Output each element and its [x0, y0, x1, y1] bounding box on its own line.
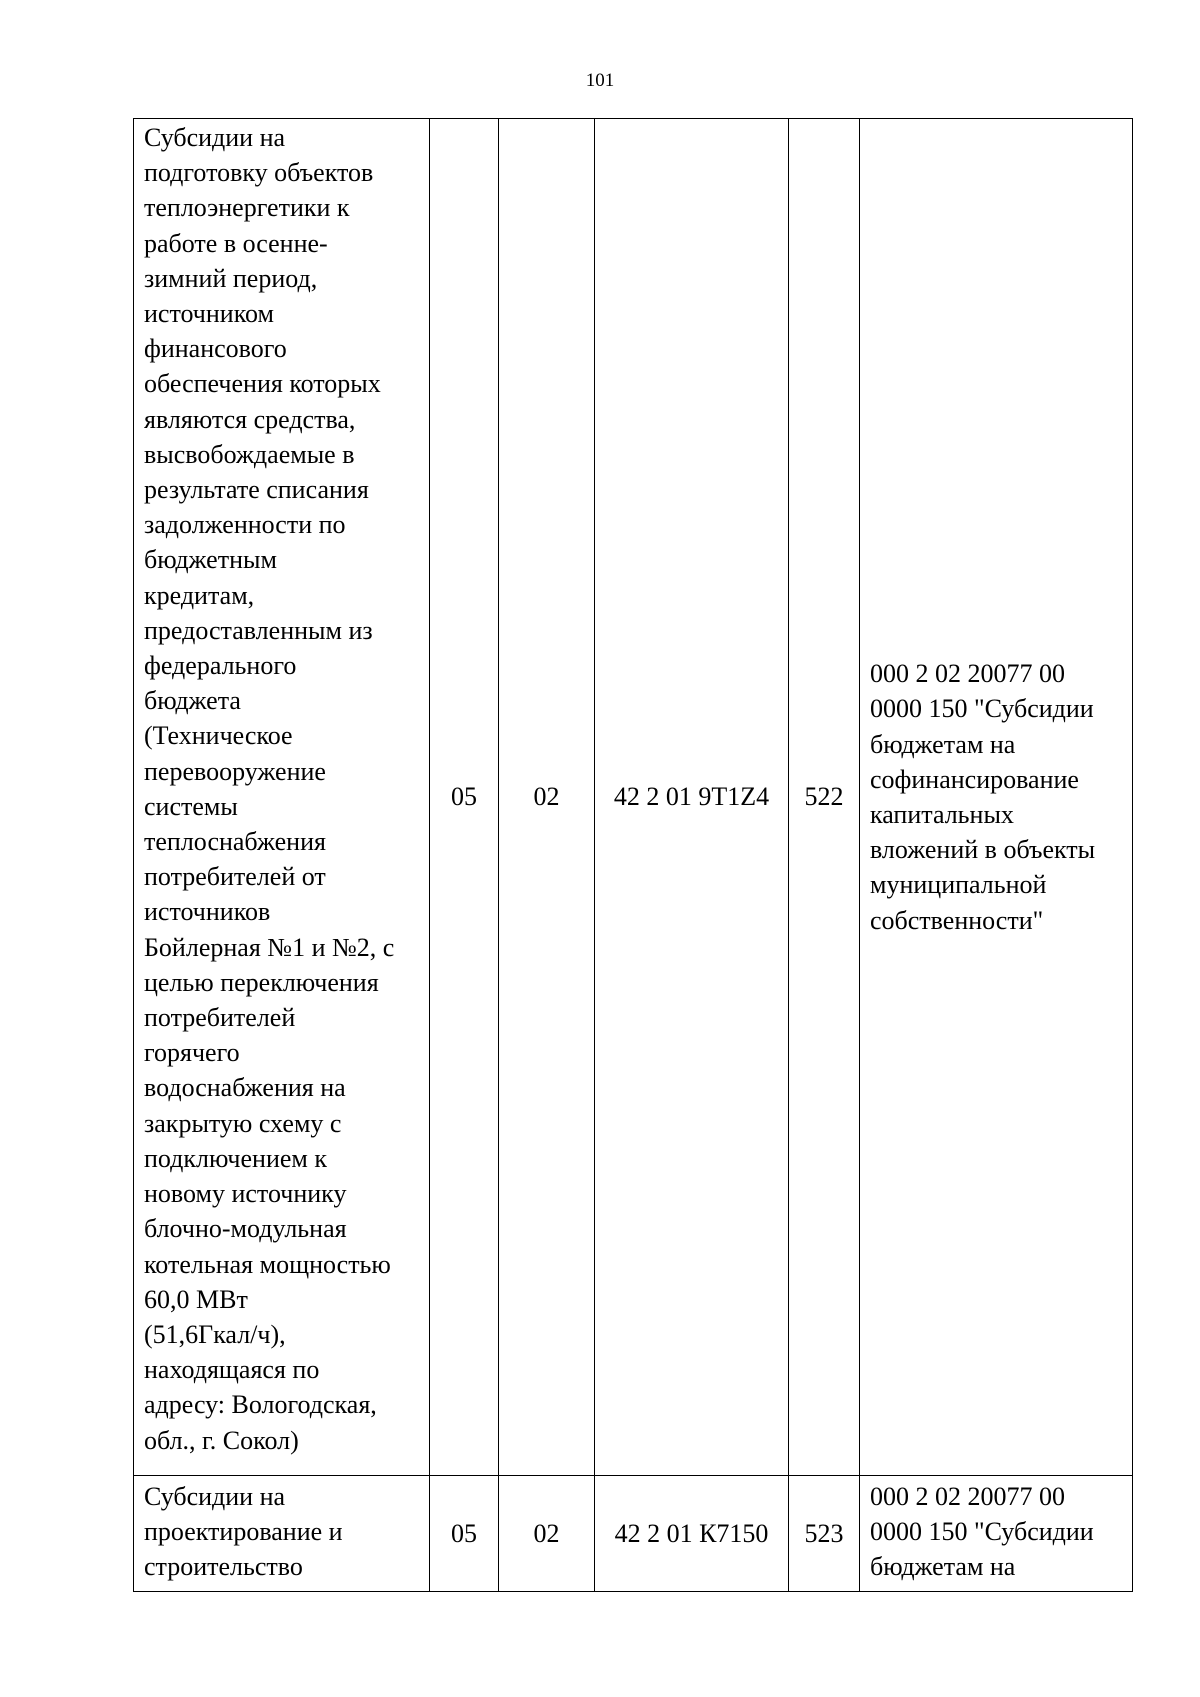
target-article-code: 42 2 01 К7150 [595, 1476, 789, 1592]
subsection-code: 02 [499, 1476, 595, 1592]
row-description: Субсидии на подготовку объектов теплоэнергетики к работе в осенне- зимний период, источником финансового обеспечения которых являются средства, высвобождаемые в результате списания задолженности по бюджетным кредитам, предоставленным из федерального бюджета (Техническое перевооружение системы теплоснабжения потребителей от источников Бойлерная №1 и №2, с целью переключения потребителей горячего водоснабжения на закрытую схему с подключением к новому источнику блочно-модульная котельная мощностью 60,0 МВт (51,6Гкал/ч), находящаяся по адресу: Вологодская, обл., г. Сокол) [134, 119, 430, 1476]
expense-type-code: 523 [789, 1476, 860, 1592]
page-number: 101 [585, 70, 615, 91]
table-row [134, 1476, 1133, 1592]
table-row [134, 119, 1133, 1476]
revenue-classification-note: 000 2 02 20077 00 0000 150 "Субсидии бюджетам на софинансирование капитальных вложений в объекты муниципальной собственности" [860, 119, 1133, 1476]
row-description: Субсидии на проектирование и строительство [134, 1476, 430, 1592]
expense-type-code: 522 [789, 119, 860, 1476]
budget-table [133, 118, 1133, 1592]
subsection-code: 02 [499, 119, 595, 1476]
target-article-code: 42 2 01 9Т1Z4 [595, 119, 789, 1476]
section-code: 05 [430, 119, 499, 1476]
revenue-classification-note: 000 2 02 20077 00 0000 150 "Субсидии бюджетам на [860, 1476, 1133, 1592]
section-code: 05 [430, 1476, 499, 1592]
